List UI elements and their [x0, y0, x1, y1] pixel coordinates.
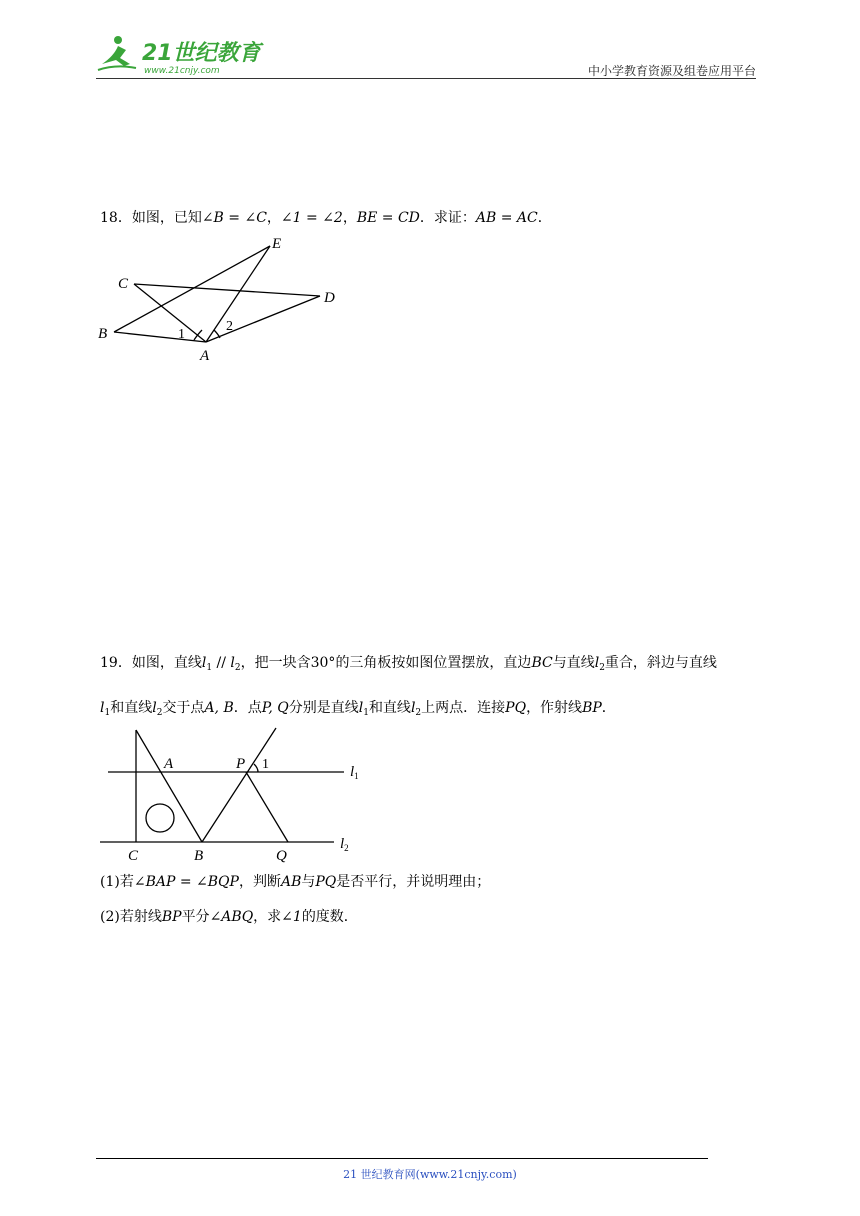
label-P: P [236, 756, 246, 772]
label-Q: Q [276, 848, 287, 864]
header-slogan: 中小学教育资源及组卷应用平台 [587, 64, 756, 78]
label-A: A [200, 348, 210, 364]
logo-graphic [96, 34, 266, 78]
footer-link[interactable]: 21 世纪教育网(www.21cnjy.com) [343, 1168, 517, 1181]
label-C: C [128, 848, 139, 864]
label-A: A [164, 756, 174, 772]
q19-statement-line2: $l_1$和直线$l_2$交于点A, B．点P, Q分别是直线$l_1$和直线$l_2$上两点．连接PQ，作射线BP． [100, 700, 616, 718]
label-angle-1: 1 [262, 757, 269, 772]
q19-part1: (1)若∠BAP = ∠BQP，判断AB与PQ是否平行，并说明理由； [100, 874, 491, 890]
q18-figure [94, 234, 354, 370]
logo-text: 21世纪教育 [142, 41, 261, 66]
label-angle-2: 2 [226, 319, 233, 334]
site-logo [96, 34, 266, 78]
label-B: B [194, 848, 204, 864]
label-E: E [272, 236, 282, 252]
footer-divider [96, 1158, 708, 1159]
label-angle-1: 1 [178, 327, 185, 342]
q19-statement-line1: 19．如图，直线$l_1 // l_2$，把一块含30°的三角板按如图位置摆放，直边BC与直线$l_2$重合，斜边与直线 [100, 655, 717, 673]
label-D: D [324, 290, 335, 306]
q19-figure [94, 726, 374, 870]
q18-statement: 18．如图，已知∠B = ∠C，∠1 = ∠2，BE = CD．求证：AB = AC． [100, 210, 552, 226]
label-l2: $l_2$ [340, 836, 349, 853]
label-C: C [118, 276, 129, 292]
q19-part2: (2)若射线BP平分∠ABQ，求∠1的度数． [100, 909, 358, 925]
label-B: B [98, 326, 108, 342]
logo-url: www.21cnjy.com [144, 66, 220, 76]
header-divider [96, 78, 756, 79]
label-l1: $l_1$ [350, 764, 359, 781]
